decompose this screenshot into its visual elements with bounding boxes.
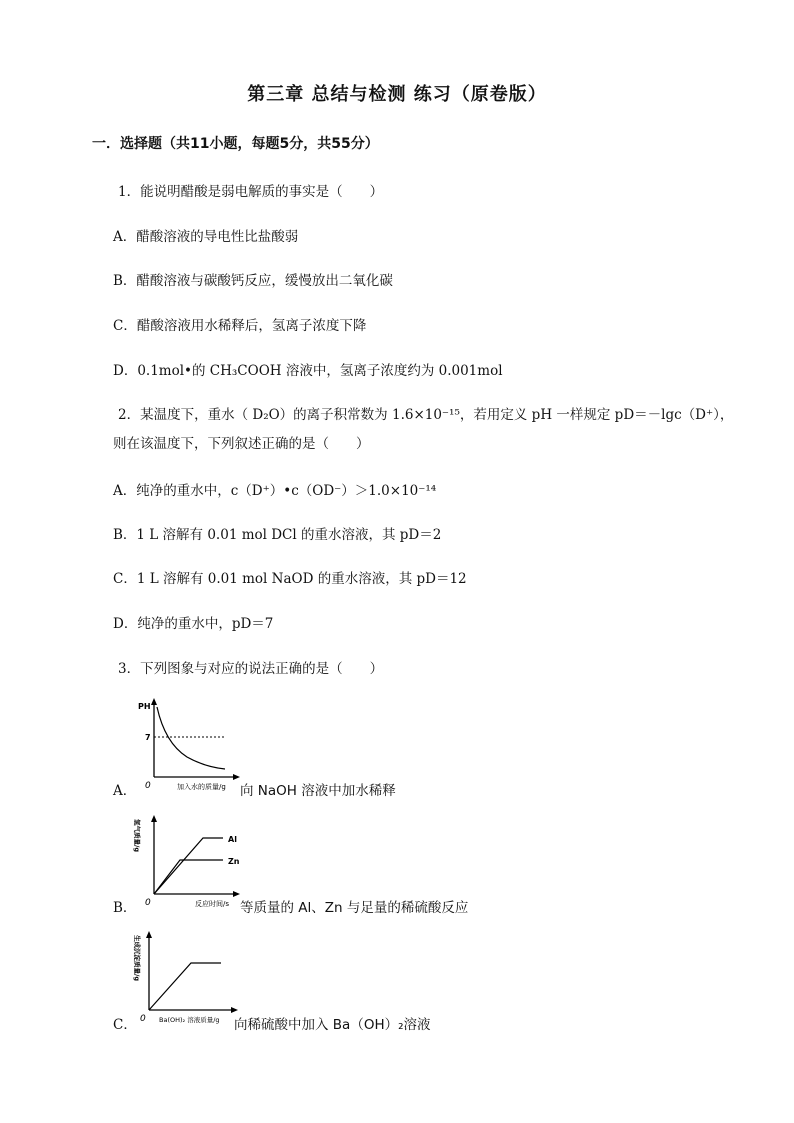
graph-a-x-arrow [233,774,240,780]
question-3-option-c: C． [113,1017,137,1033]
section-heading: 一．选择题（共11小题，每题5分，共55分） [92,136,379,152]
graph-c-precipitate-mass [135,928,245,1028]
question-3-stem: 3．下列图象与对应的说法正确的是（ ） [118,661,384,677]
question-1-option-c: C．醋酸溶液用水稀释后，氢离子浓度下降 [113,318,367,334]
graph-b-origin: 0 [145,898,151,908]
question-3-option-a: A． [113,783,137,799]
graph-b-label-al: Al [228,835,237,844]
graph-b-x-arrow [233,891,240,897]
graph-b-ylabel: 氢气质量/g [133,819,141,853]
graph-a-origin: 0 [145,781,151,791]
question-1-option-d: D．0.1mol•的 CH₃COOH 溶液中，氢离子浓度约为 0.001mol [113,363,503,379]
question-2-stem: 2．某温度下，重水（ D₂O）的离子积常数为 1.6×10⁻¹⁵，若用定义 pH 一样规定 pD＝－lgc（D⁺）， [118,407,734,423]
graph-a-curve [157,707,225,769]
question-2-option-b: B．1 L 溶解有 0.01 mol DCl 的重水溶液，其 pD＝2 [113,527,442,543]
question-3-option-b: B． [113,900,137,916]
question-2-stem-continuation: 则在该温度下，下列叙述正确的是（ ） [113,436,370,452]
graph-b-series-al [154,838,223,894]
graph-a-ytick-7: 7 [145,733,151,742]
graph-c-y-arrow [146,931,152,938]
page-title: 第三章 总结与检测 练习（原卷版） [247,84,547,105]
question-2-option-d: D．纯净的重水中，pD＝7 [113,616,274,632]
graph-b-series-zn [154,860,223,894]
question-2-option-c: C．1 L 溶解有 0.01 mol NaOD 的重水溶液，其 pD＝12 [113,571,467,587]
graph-c-origin: 0 [140,1014,146,1024]
graph-b-hydrogen-mass [135,812,245,912]
question-3-option-b-caption: 等质量的 Al、Zn 与足量的稀硫酸反应 [240,900,469,916]
question-3-option-a-caption: 向 NaOH 溶液中加水稀释 [240,783,396,799]
graph-b-xlabel: 反应时间/s [195,900,230,908]
graph-b-y-arrow [151,815,157,822]
graph-b-label-zn: Zn [228,857,240,866]
graph-c-ylabel: 生成沉淀质量/g [133,935,141,982]
question-2-option-a: A．纯净的重水中，c（D⁺）•c（OD⁻）＞1.0×10⁻¹⁴ [113,483,437,499]
graph-a-xlabel: 加入水的质量/g [177,783,226,791]
graph-a-ylabel: PH [138,702,151,711]
question-3-option-c-caption: 向稀硫酸中加入 Ba（OH）₂溶液 [234,1017,431,1033]
graph-c-curve [149,963,221,1010]
graph-c-xlabel: Ba(OH)₂ 溶液质量/g [159,1016,220,1024]
graph-a-ph-dilution [135,695,245,795]
question-1-option-a: A．醋酸溶液的导电性比盐酸弱 [113,229,299,245]
graph-a-y-arrow [151,698,157,705]
question-1-option-b: B．醋酸溶液与碳酸钙反应，缓慢放出二氧化碳 [113,273,393,289]
question-1-stem: 1．能说明醋酸是弱电解质的事实是（ ） [118,184,384,200]
